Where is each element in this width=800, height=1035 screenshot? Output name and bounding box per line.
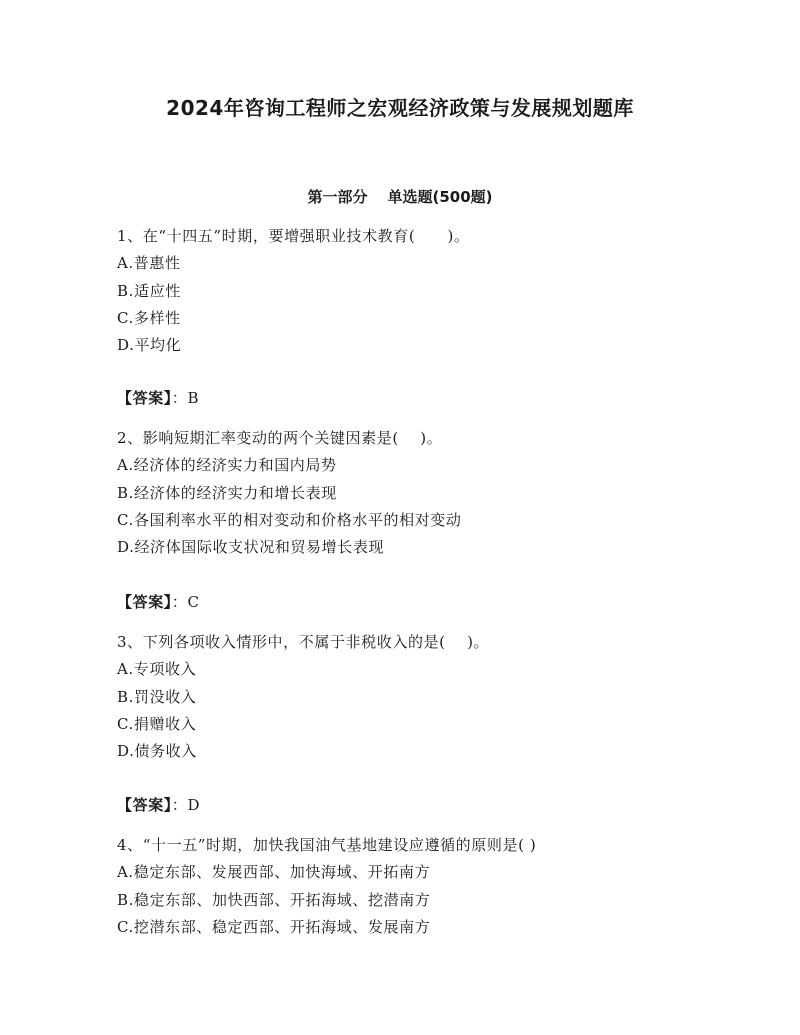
answer-2 [117,592,200,612]
question-3 [117,629,737,765]
answer-value: D [187,796,201,814]
document-title: 2024年咨询工程师之宏观经济政策与发展规划题库 [166,96,634,120]
answer-label: 【答案】 [117,796,172,814]
section-heading [0,186,800,207]
answer-label: 【答案】 [117,389,172,407]
question-2 [117,425,737,561]
answer-value: B [187,389,200,407]
option-b: B.经济体的经济实力和增长表现 [117,483,337,502]
answer-separator: ： [171,389,188,407]
answer-3 [117,795,200,815]
option-a: A.专项收入 [117,660,197,679]
answer-value: C [187,593,200,611]
question-stem: 1、在“十四五”时期，要增强职业技术教育( )。 [117,227,470,245]
option-a: A.稳定东部、发展西部、加快海域、开拓南方 [117,863,431,882]
option-c: C.挖潜东部、稳定西部、开拓海域、发展南方 [117,917,431,936]
option-a: A.普惠性 [117,254,181,273]
answer-label: 【答案】 [117,593,172,611]
answer-separator: ： [171,796,188,814]
answer-1 [117,388,199,408]
question-stem: 3、下列各项收入情形中，不属于非税收入的是( )。 [117,633,490,651]
section-name: 单选题(500题) [387,188,493,206]
option-b: B.罚没收入 [117,687,197,706]
question-1 [117,223,737,359]
option-d: D.经济体国际收支状况和贸易增长表现 [117,538,385,557]
option-c: C.捐赠收入 [117,714,197,733]
option-b: B.适应性 [117,281,181,300]
option-c: C.各国利率水平的相对变动和价格水平的相对变动 [117,510,462,529]
option-d: D.债务收入 [117,742,197,761]
option-a: A.经济体的经济实力和国内局势 [117,456,337,475]
question-stem: 2、影响短期汇率变动的两个关键因素是( )。 [117,429,443,447]
section-part: 第一部分 [307,188,368,206]
option-b: B.稳定东部、加快西部、开拓海域、挖潜南方 [117,890,431,909]
answer-separator: ： [171,593,188,611]
option-c: C.多样性 [117,308,181,327]
option-d: D.平均化 [117,336,182,355]
question-4 [117,832,737,941]
question-stem: 4、“十一五”时期，加快我国油气基地建设应遵循的原则是( ) [117,836,537,854]
